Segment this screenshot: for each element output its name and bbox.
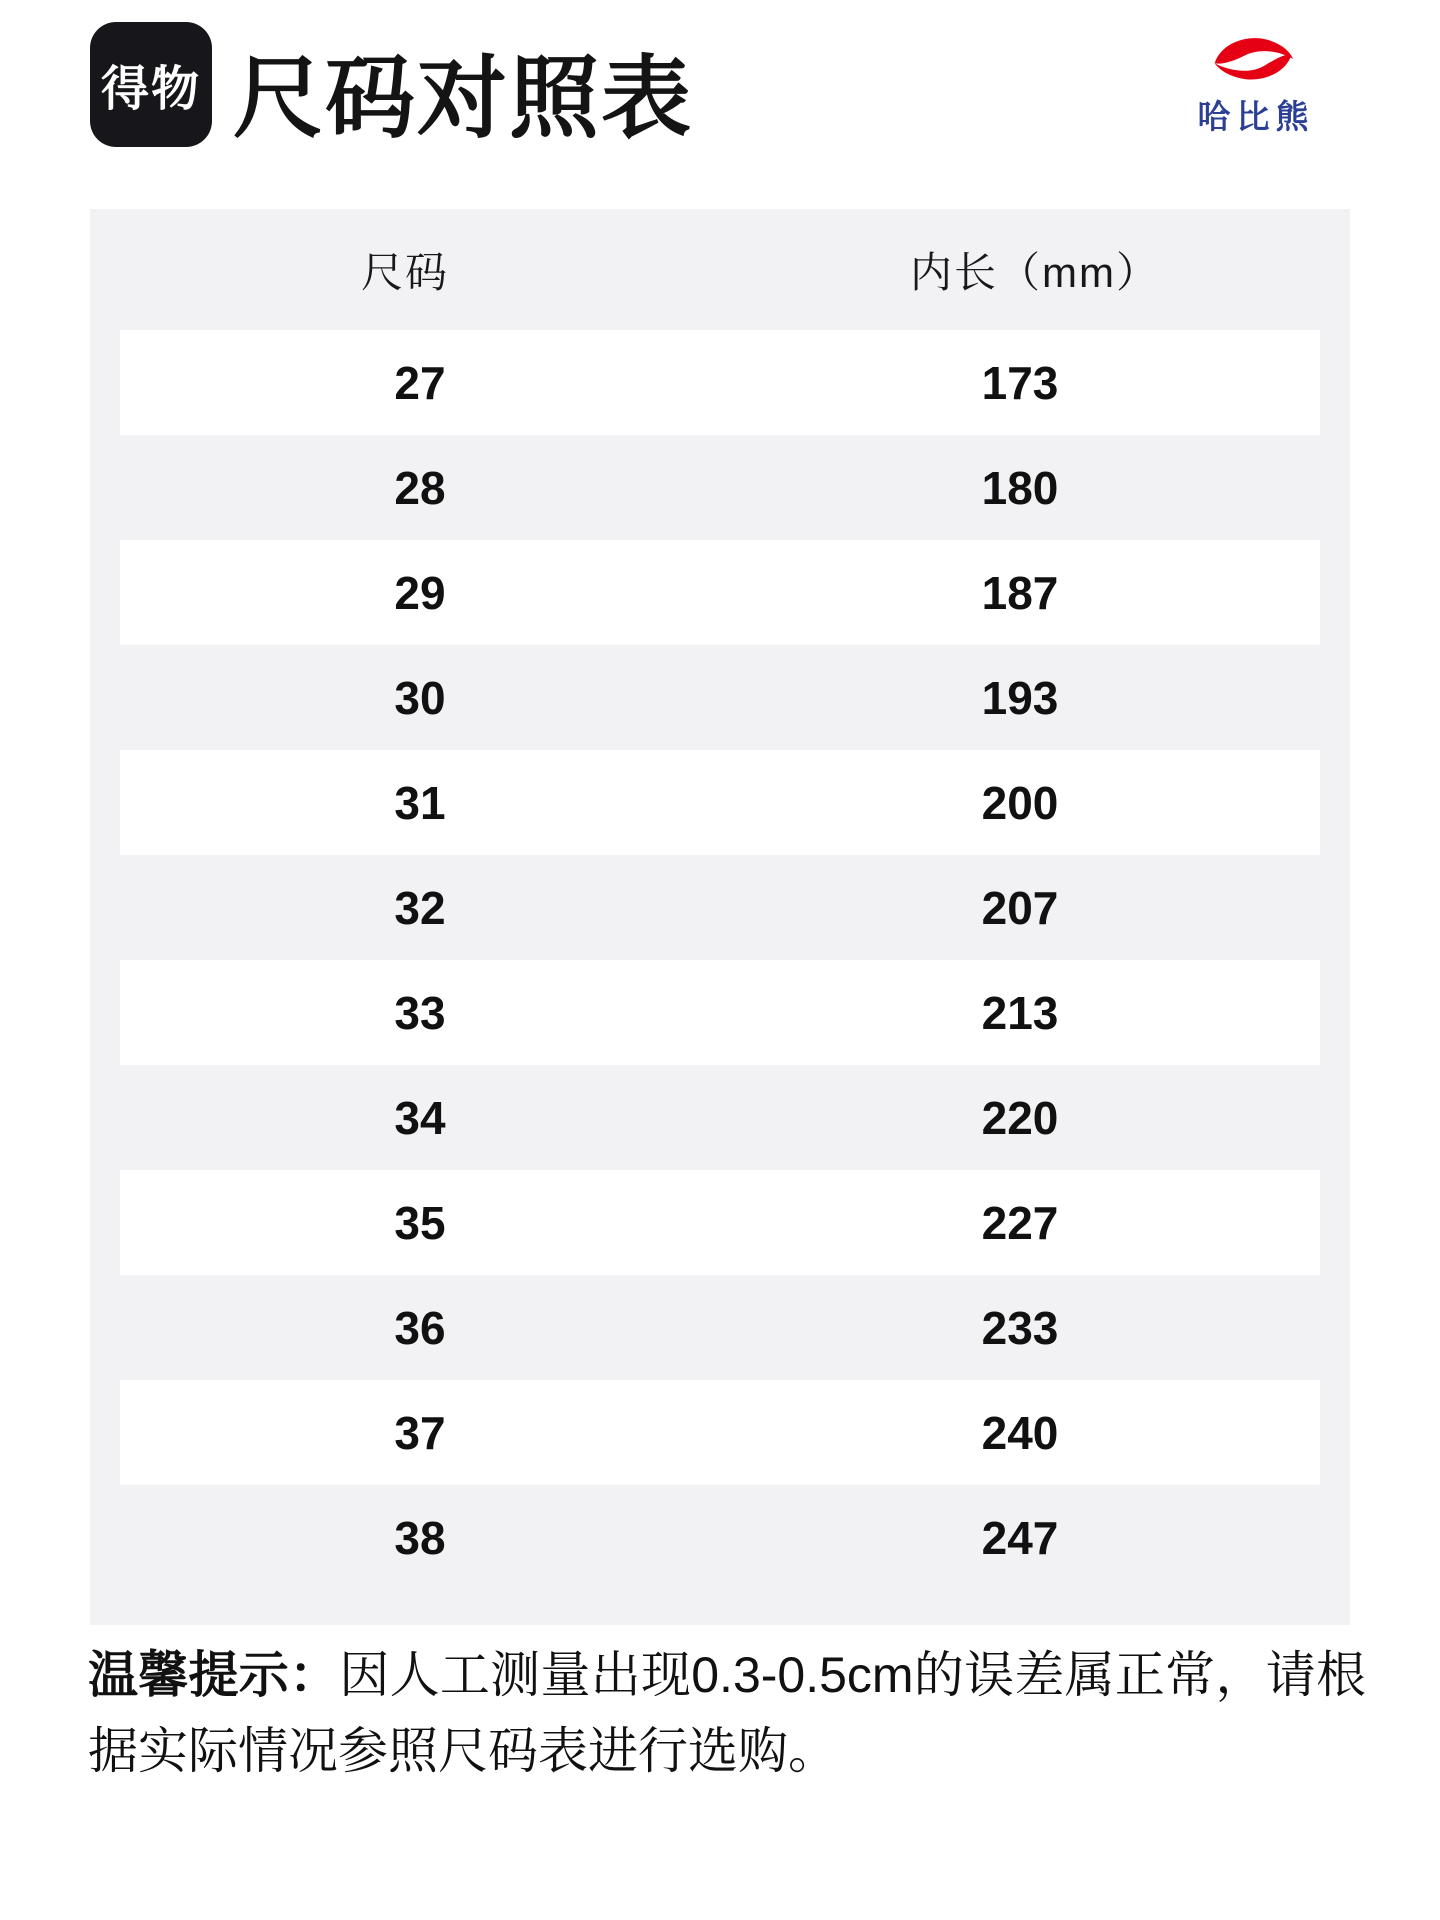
inner-length-cell: 187 — [981, 566, 1059, 619]
size-cell: 37 — [394, 1406, 446, 1459]
inner-length-cell: 213 — [981, 986, 1059, 1039]
note-body: 因人工测量出现0.3-0.5cm的误差属正常，请根据实际情况参照尺码表进行选购。 — [88, 1647, 1366, 1779]
table-row — [120, 1065, 1320, 1170]
inner-length-cell: 233 — [981, 1301, 1059, 1354]
size-table-rows — [90, 330, 1350, 1590]
table-row — [120, 330, 1320, 435]
note-label: 温馨提示： — [88, 1647, 340, 1703]
size-cell: 28 — [394, 461, 446, 514]
size-cell: 33 — [394, 986, 446, 1039]
note-text — [88, 1637, 1366, 1789]
habibear-swoosh-icon — [1210, 36, 1296, 82]
table-row — [120, 540, 1320, 645]
page-title: 尺码对照表 — [233, 49, 693, 149]
table-row — [120, 645, 1320, 750]
size-cell: 38 — [394, 1511, 446, 1564]
column-header-inner-length: 内长（mm） — [910, 248, 1160, 296]
dewu-logo-text: 得物 — [100, 63, 201, 116]
size-table-header — [90, 209, 1350, 330]
inner-length-cell: 227 — [981, 1196, 1059, 1249]
inner-length-cell: 247 — [981, 1511, 1059, 1564]
brand-logo — [1185, 36, 1321, 138]
table-row — [120, 1275, 1320, 1380]
size-cell: 35 — [394, 1196, 446, 1249]
size-table — [90, 209, 1350, 1625]
inner-length-cell: 220 — [981, 1091, 1059, 1144]
table-row — [120, 855, 1320, 960]
inner-length-cell: 193 — [981, 671, 1059, 724]
inner-length-cell: 240 — [981, 1406, 1059, 1459]
table-row — [120, 960, 1320, 1065]
dewu-logo — [90, 22, 212, 147]
brand-name: 哈比熊 — [1197, 98, 1315, 135]
inner-length-cell: 180 — [981, 461, 1059, 514]
inner-length-cell: 207 — [981, 881, 1059, 934]
table-row — [120, 1485, 1320, 1590]
table-row — [120, 750, 1320, 855]
inner-length-cell: 173 — [981, 356, 1059, 409]
table-row — [120, 1170, 1320, 1275]
column-header-size: 尺码 — [360, 248, 449, 296]
size-cell: 27 — [394, 356, 446, 409]
size-cell: 34 — [394, 1091, 446, 1144]
size-cell: 30 — [394, 671, 446, 724]
size-cell: 36 — [394, 1301, 446, 1354]
size-cell: 31 — [394, 776, 446, 829]
inner-length-cell: 200 — [981, 776, 1059, 829]
table-row — [120, 1380, 1320, 1485]
size-cell: 29 — [394, 566, 446, 619]
table-row — [120, 435, 1320, 540]
size-cell: 32 — [394, 881, 446, 934]
